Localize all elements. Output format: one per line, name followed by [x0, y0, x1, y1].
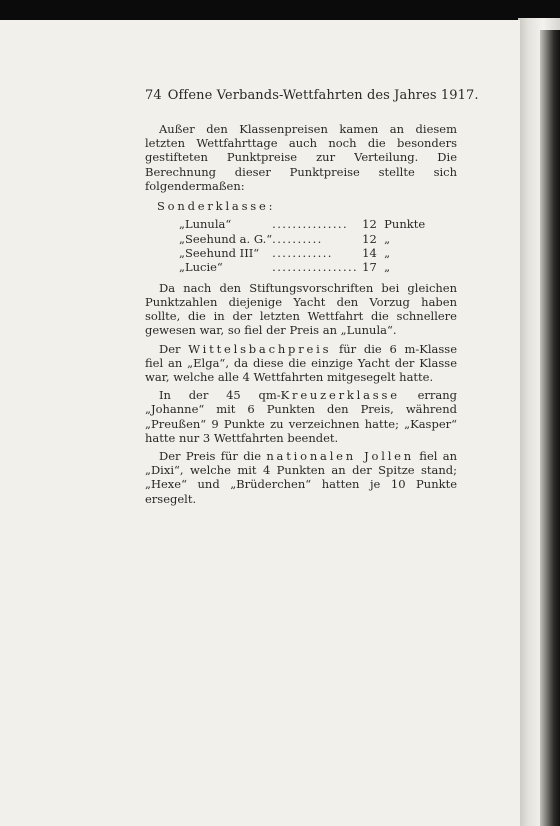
intro-paragraph: Außer den Klassenpreisen kamen an diesem letzten Wettfahrttage auch noch die besonders gestifteten Punktpreise zur Verteilung. Die Berechnung dieser Punktpreise stellte sich folgendermaßen:: [145, 122, 457, 193]
paragraph-wittelsbach: [145, 342, 457, 385]
points-row: [179, 260, 425, 274]
points-row: [179, 232, 425, 246]
points-unit: Punkte: [384, 217, 426, 232]
points-unit: „: [384, 260, 391, 275]
text-segment: für die 6 m-Klasse fiel an „Elga“, da diese die einzige Yacht der Klasse war, welche alle 4 Wettfahrten mitgesegelt hatte.: [145, 341, 457, 384]
yacht-name: „Seehund a. G.“: [179, 231, 273, 246]
sonderklasse-heading: Sonderklasse:: [157, 199, 276, 214]
spaced-term: nationalen Jollen: [266, 449, 414, 464]
page-header: [145, 88, 479, 103]
leader-dots: ............: [272, 246, 333, 260]
page-body: [145, 122, 457, 510]
book-spine-shadow: [540, 30, 560, 826]
points-row: [179, 217, 425, 231]
text-segment: errang „Johanne“ mit 6 Punkten den Preis, während „Preußen“ 9 Punkte zu verzeichnen hatte; „Kasper“ hatte nur 3 Wettfahrten beendet.: [145, 388, 457, 445]
page-number: 74: [145, 88, 162, 103]
points-value: 12: [362, 217, 377, 232]
text-segment: Der: [159, 341, 181, 356]
points-unit: „: [384, 231, 391, 246]
points-unit: „: [384, 246, 391, 260]
paragraph-kreuzerklasse: [145, 388, 457, 445]
leader-dots: .................: [272, 260, 359, 275]
leader-dots: ...............: [272, 217, 349, 232]
text-segment: In der 45 qm-: [159, 388, 281, 403]
spaced-term: Kreuzerklasse: [280, 388, 400, 403]
points-value: 17: [362, 260, 377, 275]
text-segment: Der Preis für die: [159, 449, 262, 464]
paragraph-jollen: [145, 449, 457, 506]
yacht-name: „Lucie“: [179, 260, 223, 275]
paragraph-lunula: Da nach den Stiftungsvorschriften bei gleichen Punktzahlen diejenige Yacht den Vorzug haben sollte, die in der letzten Wettfahrt die schnellere gewesen war, so fiel der Preis an „Lunula“.: [145, 280, 457, 338]
points-value: 12: [362, 231, 377, 246]
points-table: [179, 217, 425, 275]
leader-dots: ..........: [272, 231, 323, 246]
spaced-term: Wittelsbachpreis: [188, 341, 332, 356]
points-row: [179, 246, 425, 260]
running-title: Offene Verbands-Wettfahrten des Jahres 1917.: [167, 88, 479, 103]
points-value: 14: [362, 246, 377, 260]
scan-top-border: [0, 0, 560, 20]
yacht-name: „Seehund III“: [179, 246, 260, 260]
text-segment: fiel an „Dixi“, welche mit 4 Punkten an der Spitze stand; „Hexe“ und „Brüderchen“ hatten je 10 Punkte ersegelt.: [145, 449, 457, 506]
yacht-name: „Lunula“: [179, 217, 232, 232]
